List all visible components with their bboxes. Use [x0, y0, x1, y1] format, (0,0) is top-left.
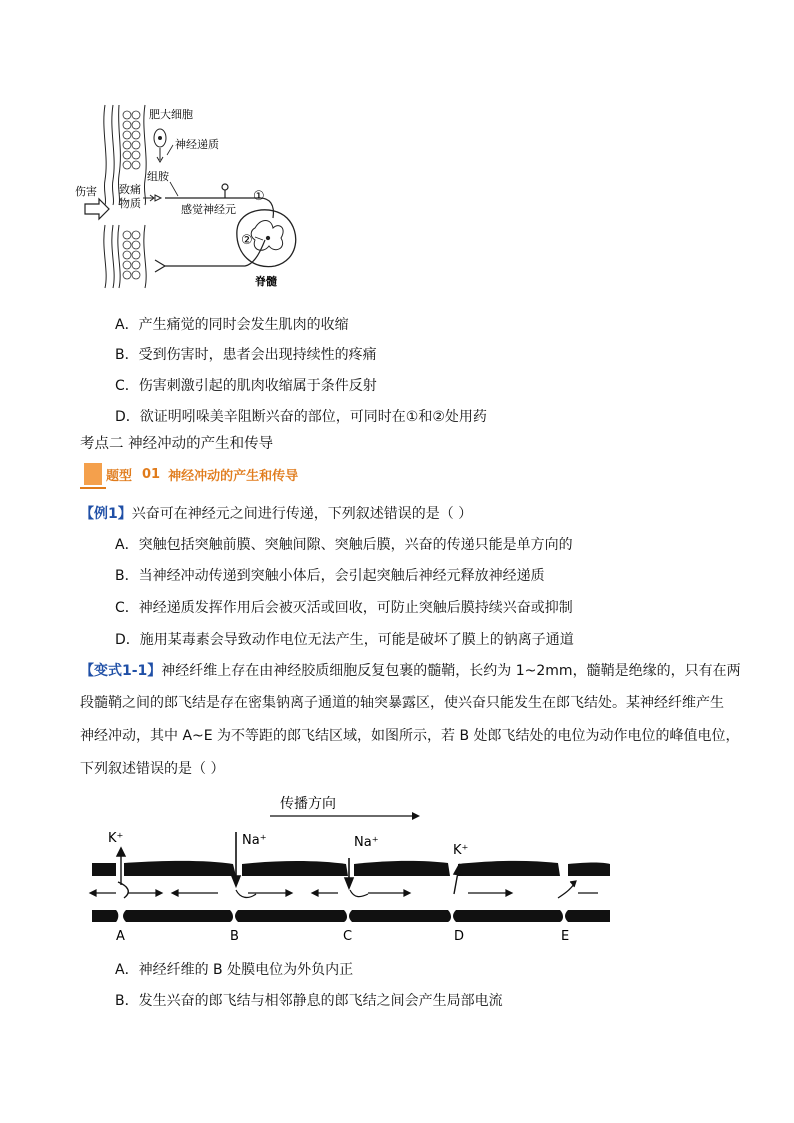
node-label-d: D: [454, 929, 465, 944]
direction-arrow-icon: [270, 812, 420, 820]
local-current-arrows: [90, 890, 598, 896]
spinal-cord-label: 脊髓: [255, 275, 277, 288]
pain-substance-label-1: 致痛: [119, 183, 141, 196]
myelin-top: [92, 861, 610, 876]
direction-label: 传播方向: [280, 796, 336, 812]
example-1-option-c: C．神经递质发挥作用后会被灭活或回收，可防止突触后膜持续兴奋或抑制: [115, 600, 573, 616]
example-1-tag: 【例1】: [80, 506, 132, 522]
variant-1-1-line-1: 【变式1-1】神经纤维上存在由神经胶质细胞反复包裹的髓鞘，长约为 1~2mm，髓鞘是绝缘的，只有在两: [80, 663, 741, 679]
ion-label-k-d: K⁺: [453, 843, 469, 858]
ion-label-k-a: K⁺: [108, 831, 124, 846]
variant-1-1-line-2: 段髓鞘之间的郎飞结是存在密集钠离子通道的轴突暴露区，使兴奋只能发生在郎飞结处。某神经纤维产生: [80, 695, 724, 711]
q0-option-a: A．产生痛觉的同时会发生肌肉的收缩: [115, 317, 349, 333]
q0-option-d: D．欲证明吲哚美辛阻断兴奋的部位，可同时在①和②处用药: [115, 409, 487, 425]
example-1-stem-text: 兴奋可在神经元之间进行传递，下列叙述错误的是（ ）: [131, 506, 473, 522]
nerve-reflex-diagram: [75, 100, 315, 290]
variant-1-1-line-3: 神经冲动，其中 A~E 为不等距的郎飞结区域，如图所示，若 B 处郎飞结处的电位为动作电位的峰值电位，: [80, 728, 740, 744]
marker-2: ②: [241, 233, 253, 248]
ion-label-na-b: Na⁺: [242, 833, 267, 848]
mast-cell-label: 肥大细胞: [149, 108, 193, 121]
badge-number: 01: [142, 466, 161, 482]
badge-type-label: 题型: [106, 468, 133, 484]
q0-option-c: C．伤害刺激引起的肌肉收缩属于条件反射: [115, 378, 377, 394]
q0-option-b: B．受到伤害时，患者会出现持续性的疼痛: [115, 347, 377, 363]
k-ion-arrow-d: [454, 865, 462, 894]
neurotransmitter-label: 神经递质: [175, 138, 219, 151]
variant-1-1-option-a: A．神经纤维的 B 处膜电位为外负内正: [115, 962, 354, 978]
node-label-a: A: [116, 929, 125, 944]
node-label-b: B: [230, 929, 239, 944]
variant-1-1-tag: 【变式1-1】: [80, 663, 162, 679]
na-ion-arrow-b: [232, 832, 240, 886]
histamine-label: 组胺: [147, 170, 169, 183]
node-label-c: C: [343, 929, 353, 944]
nerve-fiber-diagram: [88, 790, 618, 945]
variant-1-1-option-b: B．发生兴奋的郎飞结与相邻静息的郎飞结之间会产生局部电流: [115, 993, 503, 1009]
node-label-e: E: [561, 929, 570, 944]
marker-1: ①: [253, 189, 265, 204]
badge-block-icon: [84, 463, 102, 485]
pain-substance-label-2: 物质: [119, 197, 141, 210]
injury-label: 伤害: [75, 185, 97, 198]
question-type-badge: [84, 463, 298, 485]
ion-label-na-c: Na⁺: [354, 835, 379, 850]
sensory-neuron-label: 感觉神经元: [181, 203, 236, 216]
example-1-stem: [80, 504, 472, 524]
variant-1-1-line-4: 下列叙述错误的是（ ）: [80, 761, 225, 777]
example-1-option-a: A．突触包括突触前膜、突触间隙、突触后膜，兴奋的传递只能是单方向的: [115, 537, 573, 553]
section-title: 考点二 神经冲动的产生和传导: [80, 436, 274, 452]
badge-underline: [80, 487, 106, 489]
example-1-option-b: B．当神经冲动传递到突触小体后，会引起突触后神经元释放神经递质: [115, 568, 545, 584]
example-1-option-d: D．施用某毒素会导致动作电位无法产生，可能是破坏了膜上的钠离子通道: [115, 632, 574, 648]
myelin-bottom: [92, 910, 610, 922]
badge-title: 神经冲动的产生和传导: [168, 468, 299, 484]
